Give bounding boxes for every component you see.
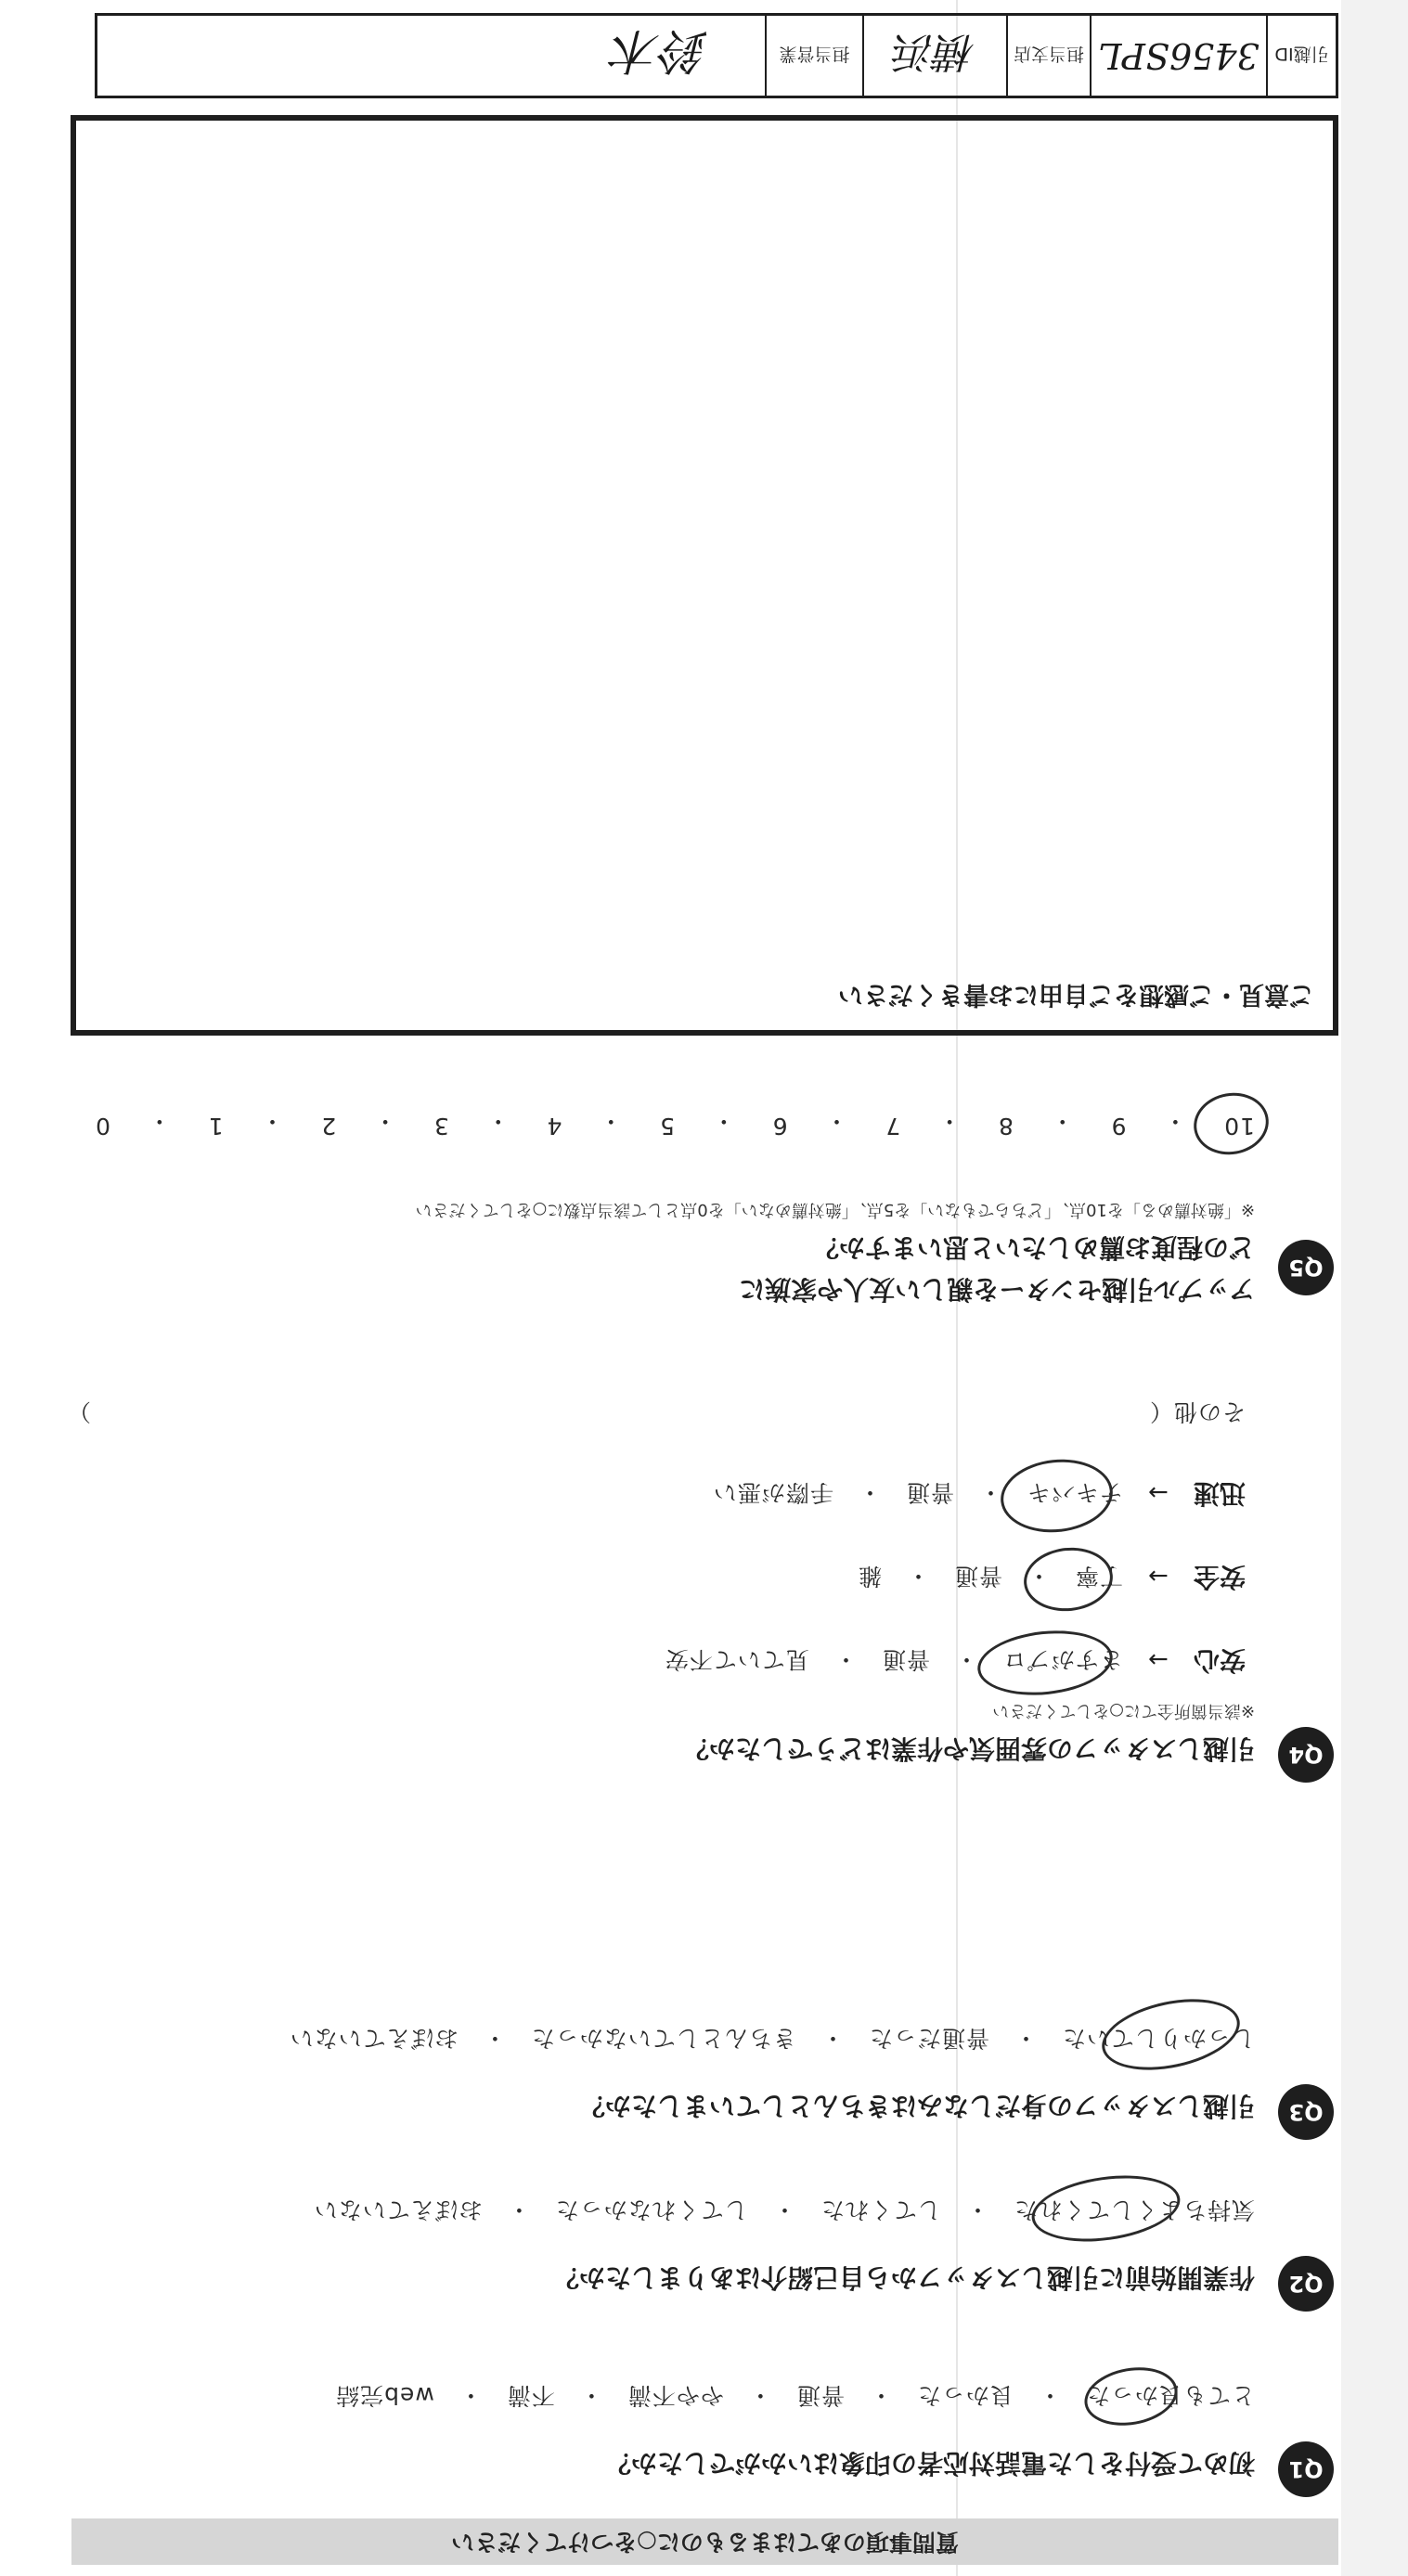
q5-hand-circle (1189, 1087, 1273, 1160)
comment-label: ご意見・ご感想をご自由にお書きください (838, 980, 1314, 1009)
q4-row-anshin: 安心 → さすがプロ ・ 普通 ・ 見ていて不安 (664, 1645, 1246, 1676)
q1-option[interactable]: 普通 (795, 2382, 845, 2409)
q3-options: しっかりしていた ・ 普通だった ・ きちんとしていなかった ・ おぼえていない (289, 2025, 1255, 2052)
q1-question: 初めて受付をした電話対応者の印象はいかがでしたか？ (604, 2448, 1255, 2479)
q4-other-row (67, 1397, 1246, 1430)
q1-option[interactable]: 良かった (916, 2382, 1014, 2409)
q4-option[interactable]: テキパキ (1026, 1479, 1123, 1506)
header-branch-label-cell (1006, 16, 1090, 96)
q4-number-badge: Q4 (1278, 1727, 1334, 1783)
q1-option[interactable]: とても良かった (1085, 2382, 1255, 2409)
header-id-value-cell (1090, 16, 1266, 96)
q1-number-badge: Q1 (1278, 2441, 1334, 2497)
q4-question: 引越しスタッフの雰囲気や作業はどうでしたか？ (682, 1733, 1255, 1764)
header-branch-label: 担当支店 (1014, 44, 1085, 65)
q1-option[interactable]: 不満 (506, 2382, 555, 2409)
header-rep-value: 鈴木 (612, 22, 709, 79)
q5-scale: 10 ・ 9 ・ 8 ・ 7 ・ 6 ・ 5 ・ 4 ・ 3 ・ 2 ・ 1 ・ 0 (95, 1108, 1255, 1140)
q5-question-line2: どの程度お薦めしたいと思いますか？ (812, 1232, 1255, 1263)
q4-category: 安心 (1193, 1645, 1246, 1676)
q5-score[interactable]: 3 (433, 1113, 449, 1140)
arrow-icon: → (1148, 1562, 1169, 1590)
q1-hand-circle (1079, 2361, 1182, 2433)
q2-number-badge: Q2 (1278, 2256, 1334, 2312)
q3-option[interactable]: きちんとしていなかった (530, 2025, 796, 2052)
q5-score[interactable]: 8 (997, 1113, 1014, 1140)
q4-option[interactable]: 普通 (905, 1479, 954, 1506)
instructions-text: 質問事項のあてはまるものに○をつけてください (451, 2529, 959, 2556)
q4-note: ※該当箇所全てに○をしてください (992, 1701, 1255, 1720)
q3-option[interactable]: おぼえていない (289, 2025, 459, 2052)
q4-row-anzen: 安全 → 丁寧 ・ 普通 ・ 雑 (857, 1562, 1246, 1592)
q4-other-close: ） (67, 1398, 92, 1425)
q2-option[interactable]: 気持ちよくしてくれた (1013, 2196, 1255, 2223)
instructions-banner (71, 2518, 1338, 2565)
q4-option[interactable]: 手際が悪い (712, 1479, 833, 1506)
q4-option[interactable]: 見ていて不安 (664, 1646, 809, 1673)
q3-option[interactable]: 普通だった (868, 2025, 989, 2052)
header-id-label: 引越ID (1274, 44, 1329, 65)
q4-option[interactable]: 普通 (881, 1646, 930, 1673)
q2-option[interactable]: してくれなかった (554, 2196, 748, 2223)
q3-question: 引越しスタッフの身だしなみはきちんとしていましたか？ (578, 2091, 1255, 2121)
q5-score[interactable]: 4 (546, 1113, 562, 1140)
q3-number-badge: Q3 (1278, 2084, 1334, 2140)
q4-category: 迅速 (1193, 1478, 1246, 1509)
q4-other-label: その他（ (1148, 1398, 1246, 1425)
header-branch-value-cell (862, 16, 1006, 96)
q2-question: 作業開始前に引越しスタッフから自己紹介はありましたか？ (552, 2262, 1255, 2293)
q5-score[interactable]: 1 (207, 1113, 224, 1140)
q2-options: 気持ちよくしてくれた ・ してくれた ・ してくれなかった ・ おぼえていない (313, 2196, 1255, 2223)
q4-anzen-hand-circle (1021, 1543, 1117, 1616)
q4-option[interactable]: 雑 (857, 1563, 882, 1590)
q5-score[interactable]: 2 (320, 1113, 337, 1140)
arrow-icon: → (1148, 1478, 1169, 1506)
header-rep-label: 担当営業 (779, 44, 850, 65)
q5-score[interactable]: 6 (771, 1113, 788, 1140)
arrow-icon: → (1148, 1645, 1169, 1673)
q5-score[interactable]: 10 (1223, 1113, 1255, 1140)
q4-category: 安全 (1193, 1562, 1246, 1592)
q4-jinsoku-hand-circle (997, 1454, 1116, 1538)
header-id-label-cell (1266, 16, 1336, 96)
q1-option[interactable]: やや不満 (626, 2382, 724, 2409)
q1-option[interactable]: web完結 (335, 2382, 434, 2409)
header-id-value: 3456SPL (1098, 35, 1259, 76)
q3-hand-circle (1095, 1988, 1246, 2081)
comment-box[interactable] (71, 115, 1338, 1036)
q5-score[interactable]: 0 (95, 1113, 110, 1140)
header-branch-value: 横浜 (894, 28, 976, 75)
q5-note: ※「絶対薦める」を10点、「どちらでもない」を5点、「絶対薦めない」を0点として該当点数に○をしてください (415, 1200, 1255, 1219)
q5-score[interactable]: 9 (1110, 1113, 1127, 1140)
q4-anshin-hand-circle (975, 1625, 1116, 1702)
q5-question-line1: アップル引越センターを親しい友人や家族に (739, 1274, 1255, 1305)
q2-option[interactable]: おぼえていない (313, 2196, 483, 2223)
q3-option[interactable]: しっかりしていた (1061, 2025, 1255, 2052)
q4-row-jinsoku: 迅速 → テキパキ ・ 普通 ・ 手際が悪い (712, 1478, 1246, 1509)
header-rep-value-cell (97, 16, 765, 96)
q1-options: とても良かった ・ 良かった ・ 普通 ・ やや不満 ・ 不満 ・ web完結 (335, 2382, 1255, 2409)
header-rep-label-cell (765, 16, 862, 96)
q5-score[interactable]: 7 (885, 1113, 901, 1140)
q4-option[interactable]: 普通 (953, 1563, 1002, 1590)
q5-number-badge: Q5 (1278, 1240, 1334, 1295)
q2-hand-circle (1027, 2167, 1184, 2250)
q2-option[interactable]: してくれた (820, 2196, 941, 2223)
q4-option[interactable]: 丁寧 (1074, 1563, 1123, 1590)
header-table (95, 13, 1338, 98)
q4-option[interactable]: さすがプロ (1001, 1646, 1123, 1673)
q5-score[interactable]: 5 (659, 1113, 676, 1140)
